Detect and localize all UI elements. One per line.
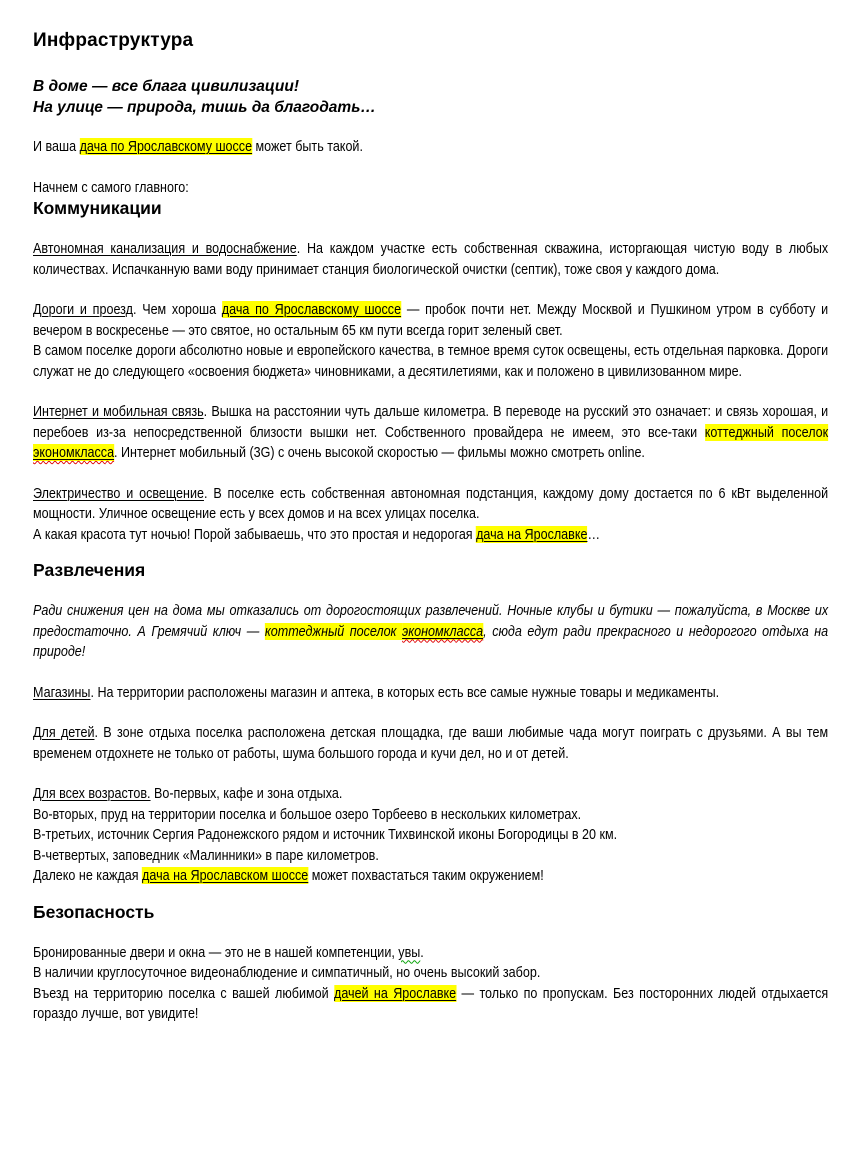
paragraph-power: [33, 484, 828, 546]
text-run: Далеко не каждая: [33, 867, 143, 884]
paragraph-roads-line2: В самом поселке дороги абсолютно новые и европейского качества, в темное время суток освещены, есть отдельная парковка. Дороги служат не до следующего «освоения бюджета» чиновниками, а десятилетиями, как и положено в цивилизованном мире.: [33, 342, 829, 380]
paragraph-all-ages-line3: В-третьих, источник Сергия Радонежского рядом и источник Тихвинской иконы Богородицы в 20 км.: [33, 826, 618, 843]
lets-start-line: Начнем с самого главного:: [33, 178, 189, 196]
text-run: может похвастаться таким окружением!: [308, 867, 544, 884]
paragraph-lead-roads: Дороги и проезд: [33, 301, 133, 318]
intro-block: [33, 137, 828, 198]
paragraph-lead-internet: Интернет и мобильная связь: [33, 403, 204, 420]
text-run: . Интернет мобильный (3G) с очень высокой скоростью — фильмы можно смотреть online.: [114, 444, 645, 461]
paragraph-water: [33, 239, 828, 280]
highlighted-keyword-ekonomklassa: [33, 444, 114, 461]
paragraph-roads-line1: [33, 300, 828, 341]
text-run: . В поселке есть собственная автономная подстанция, каждому дому достается по 6 кВт выделенной мощности. Уличное освещение есть у всех домов и на всех улицах поселка.: [33, 484, 829, 522]
paragraph-all-ages: [33, 784, 828, 887]
text-run: И ваша: [33, 138, 80, 155]
highlighted-keyword-dacha-yaroslavskoe: дача на Ярославском шоссе: [142, 867, 309, 884]
entertainment-body: [33, 601, 828, 887]
paragraph-all-ages-line4: В-четвертых, заповедник «Малинники» в паре километров.: [33, 846, 379, 864]
intro-paragraph: [33, 137, 828, 158]
security-body: [33, 943, 828, 1025]
text-run: Ради снижения цен на дома мы отказались от дорогостоящих развлечений. Ночные клубы и бутики — пожалуйста, в Москве их предостаточно. А Гремячий ключ —: [33, 602, 829, 640]
text-run: — пробок почти нет. Между Москвой и Пушкином утром в субботу и вечером в воскресенье — это святое, но остальным 65 км пути всегда горит зеленый свет.: [33, 301, 829, 339]
paragraph-shops: [33, 683, 828, 704]
grammar-green-squiggle: увы: [398, 943, 421, 961]
highlighted-keyword-dacha-yaroslavskoe: дача по Ярославскому шоссе: [221, 301, 402, 318]
highlighted-keyword-dacha-yaroslavka: дача на Ярославке: [476, 525, 588, 543]
paragraph-entertainment-slogan: [33, 601, 828, 663]
text-run: …: [587, 525, 601, 543]
text-run: . В зоне отдыха поселка расположена детская площадка, где ваши любимые чада могут поиграть с друзьями. А вы тем временем отдохнете не только от работы, шума большого города и кучи дел, но и от детей.: [33, 724, 829, 762]
paragraph-security: [33, 943, 828, 1025]
text-run: Во-первых, кафе и зона отдыха.: [150, 785, 343, 802]
highlighted-keyword-ekonomklassa: [402, 623, 483, 640]
paragraph-all-ages-line2: Во-вторых, пруд на территории поселка и большое озеро Торбеево в нескольких километрах.: [33, 805, 582, 823]
text-run: .: [420, 943, 424, 961]
highlighted-keyword-dacha-yaroslavskoe: дача по Ярославскому шоссе: [79, 138, 253, 155]
paragraph-power-line1: [33, 484, 828, 525]
paragraph-security-line1: [33, 943, 828, 964]
heading-infrastructure: Инфраструктура: [33, 30, 194, 51]
text-run: Въезд на территорию поселка с вашей любимой: [33, 984, 334, 1002]
highlighted-keyword-cottage-village: коттеджный поселок: [704, 423, 829, 441]
paragraph-kids: [33, 723, 828, 764]
text-run: Бронированные двери и окна — это не в нашей компетенции,: [33, 943, 399, 961]
paragraph-lead-water: Автономная канализация и водоснабжение: [33, 240, 297, 257]
paragraph-security-line2: В наличии круглосуточное видеонаблюдение и симпатичный, но очень высокий забор.: [33, 964, 541, 981]
paragraph-security-line3: [33, 984, 828, 1025]
paragraph-power-line2: [33, 525, 828, 546]
slogan-line-1: В доме — все блага цивилизации!: [33, 78, 299, 95]
highlighted-keyword-cottage-village: коттеджный поселок: [264, 622, 403, 640]
heading-security: Безопасность: [33, 901, 155, 922]
communications-body: [33, 239, 828, 545]
text-run: . Вышка на расстоянии чуть дальше километра. В переводе на русский это означает: и связь хорошая, и перебоев из-за непосредственной близости вышки нет. Собственного провайдера не имеем, это все-таки: [33, 403, 829, 441]
heading-communications: Коммуникации: [33, 198, 162, 218]
spellcheck-red-squiggle: экономкласса: [33, 444, 115, 461]
paragraph-all-ages-line5: [33, 866, 828, 887]
paragraph-roads: [33, 300, 828, 382]
text-run: . На территории расположены магазин и аптека, в которых есть все самые нужные товары и медикаменты.: [90, 683, 720, 701]
highlighted-keyword-dacha-yaroslavka: дачей на Ярославке: [333, 984, 457, 1002]
paragraph-lead-all-ages: Для всех возрастов.: [33, 785, 151, 802]
text-run: , сюда едут ради прекрасного и недорогого отдыха на природе!: [33, 622, 829, 660]
paragraph-internet: [33, 402, 828, 464]
slogan-line-2: На улице — природа, тишь да благодать…: [33, 99, 376, 116]
paragraph-lead-power: Электричество и освещение: [33, 484, 204, 502]
text-run: . На каждом участке есть собственная скважина, исторгающая чистую воду в любых количествах. Испачканную вами воду принимает станция биологической очистки (септик), тоже своя у каждого дома.: [33, 240, 829, 278]
paragraph-lead-kids: Для детей: [33, 724, 95, 741]
heading-entertainment: Развлечения: [33, 560, 146, 580]
slogan-block: [33, 76, 828, 118]
spellcheck-red-squiggle: экономкласса: [402, 622, 484, 640]
paragraph-all-ages-line1: [33, 784, 828, 805]
text-run: — только по пропускам. Без посторонних людей отдыхается гораздо лучше, вот увидите!: [33, 984, 829, 1022]
paragraph-lead-shops: Магазины: [33, 683, 91, 701]
text-run: может быть такой.: [252, 138, 363, 155]
text-run: . Чем хороша: [132, 301, 222, 318]
text-run: А какая красота тут ночью! Порой забываешь, что это простая и недорогая: [33, 525, 477, 543]
